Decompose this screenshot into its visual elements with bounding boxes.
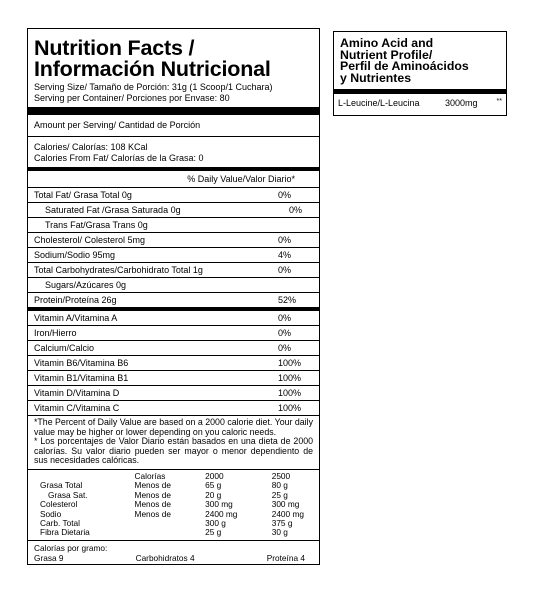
amino-name: L-Leucine/L-Leucina bbox=[338, 98, 420, 108]
reference-cell: 65 g bbox=[205, 480, 222, 491]
reference-cell bbox=[135, 519, 206, 528]
fat-calories-per-gram: Grasa 9 bbox=[34, 553, 64, 564]
nutrient-dv: 0% bbox=[278, 190, 292, 200]
daily-values-reference-table bbox=[34, 472, 304, 538]
nutrient-row bbox=[34, 278, 313, 292]
reference-cell: Grasa Sat. bbox=[48, 489, 88, 500]
nutrient-dv: 0% bbox=[278, 235, 292, 245]
servings-per-container: Serving per Container/ Porciones por Envase: 80 bbox=[34, 93, 230, 103]
amino-title-line: Nutrient Profile/ bbox=[340, 47, 433, 62]
vitamin-name: Vitamin B1/Vitamina B1 bbox=[34, 373, 129, 383]
reference-cell: Menos de bbox=[134, 489, 171, 500]
vitamin-name: Vitamin D/Vitamina D bbox=[34, 388, 120, 398]
nutrient-name: Total Carbohydrates/Carbohidrato Total 1g bbox=[34, 265, 203, 275]
vitamin-dv: 100% bbox=[278, 403, 302, 413]
nutrient-dv: 0% bbox=[289, 205, 303, 215]
amino-mark: ** bbox=[496, 98, 502, 105]
nutrition-title bbox=[34, 38, 313, 80]
reference-cell: 300 mg bbox=[271, 499, 300, 510]
calories-per-gram-title: Calorías por gramo: bbox=[34, 542, 108, 553]
amino-acid-panel bbox=[333, 31, 507, 116]
vitamin-dv: 0% bbox=[278, 343, 292, 353]
vitamin-row bbox=[34, 326, 313, 340]
vitamin-name: Vitamin B6/Vitamina B6 bbox=[34, 358, 129, 368]
reference-cell bbox=[135, 528, 206, 537]
reference-cell: Fibra Dietaria bbox=[40, 527, 90, 538]
nutrition-facts-panel bbox=[27, 28, 320, 565]
amino-title-line: Amino Acid and bbox=[340, 36, 434, 50]
carb-calories-per-gram: Carbohidratos 4 bbox=[135, 553, 195, 564]
vitamin-name: Vitamin A/Vitamina A bbox=[34, 313, 118, 323]
reference-cell: 300 g bbox=[205, 518, 226, 528]
vitamin-dv: 0% bbox=[278, 313, 292, 323]
amino-title-line: y Nutrientes bbox=[340, 70, 412, 85]
reference-cell: Menos de bbox=[134, 508, 171, 519]
reference-cell: Grasa Total bbox=[40, 480, 83, 491]
vitamin-row bbox=[34, 341, 313, 355]
reference-cell: 2000 bbox=[205, 470, 224, 481]
vitamin-row bbox=[34, 311, 313, 325]
daily-value-header: % Daily Value/Valor Diario* bbox=[187, 174, 295, 184]
vitamin-name: Calcium/Calcio bbox=[34, 343, 95, 353]
nutrient-name: Cholesterol/ Colesterol 5mg bbox=[34, 235, 146, 245]
amount-per-serving: Amount per Serving/ Cantidad de Porción bbox=[34, 120, 201, 130]
vitamin-dv: 100% bbox=[278, 388, 302, 398]
vitamin-dv: 0% bbox=[278, 328, 292, 338]
reference-cell: 375 g bbox=[271, 518, 293, 528]
reference-cell: 30 g bbox=[271, 527, 288, 538]
nutrient-row bbox=[34, 203, 313, 217]
footnote bbox=[34, 416, 313, 469]
reference-cell: Sodio bbox=[40, 508, 62, 519]
nutrient-name: Trans Fat/Grasa Trans 0g bbox=[45, 220, 148, 230]
vitamin-row bbox=[34, 401, 313, 415]
serving-size: Serving Size/ Tamaño de Porción: 31g (1 Scoop/1 Cuchara) bbox=[34, 82, 273, 92]
footnote-spanish: * Los porcentajes de Valor Diario están basados en una dieta de 2000 calorías. Su valor diario pueden ser mayor o menor dependiento de sus necesidades calóricas. bbox=[34, 436, 313, 466]
reference-cell: Colesterol bbox=[40, 499, 78, 510]
vitamin-dv: 100% bbox=[278, 373, 302, 383]
vitamin-row bbox=[34, 371, 313, 385]
nutrient-dv: 52% bbox=[278, 295, 297, 305]
nutrient-name: Protein/Proteína 26g bbox=[34, 295, 117, 305]
nutrient-row bbox=[34, 293, 313, 307]
vitamin-name: Vitamin C/Vitamina C bbox=[34, 403, 120, 413]
thick-divider bbox=[28, 107, 319, 115]
amino-acid-title bbox=[334, 32, 506, 84]
nutrient-dv: 4% bbox=[278, 250, 292, 260]
vitamin-name: Iron/Hierro bbox=[34, 328, 77, 338]
calories-per-gram bbox=[34, 541, 313, 566]
reference-cell: 80 g bbox=[271, 480, 288, 491]
nutrient-row bbox=[34, 248, 313, 262]
amino-amount: 3000mg bbox=[445, 98, 478, 108]
reference-cell: 2400 mg bbox=[205, 508, 238, 519]
reference-cell: 2400 mg bbox=[271, 508, 304, 519]
nutrient-row bbox=[34, 218, 313, 232]
reference-cell: 25 g bbox=[205, 527, 222, 538]
reference-cell: Calorías bbox=[134, 470, 166, 481]
reference-cell: 2500 bbox=[271, 470, 291, 481]
calories-from-fat: Calories From Fat/ Calorías de la Grasa: 0 bbox=[34, 153, 204, 163]
nutrient-row bbox=[34, 233, 313, 247]
reference-cell: Menos de bbox=[134, 499, 171, 510]
footnote-english: *The Percent of Daily Value are based on a 2000 calorie diet. Your daily value may be higher or lower depending on you caloric needs. bbox=[34, 417, 313, 437]
amino-row bbox=[334, 94, 506, 108]
reference-cell: Menos de bbox=[134, 480, 171, 491]
nutrient-name: Saturated Fat /Grasa Saturada 0g bbox=[45, 205, 181, 215]
vitamin-row bbox=[34, 386, 313, 400]
reference-cell: 300 mg bbox=[205, 499, 233, 510]
amino-title-line: Perfil de Aminoácidos bbox=[340, 59, 469, 73]
nutrient-name: Total Fat/ Grasa Total 0g bbox=[34, 190, 132, 200]
reference-cell: Carb. Total bbox=[40, 518, 80, 528]
vitamin-dv: 100% bbox=[278, 358, 302, 368]
reference-cell: 25 g bbox=[271, 489, 288, 500]
reference-row bbox=[34, 528, 304, 537]
title-line-2: Información Nutricional bbox=[34, 57, 271, 81]
vitamin-row bbox=[34, 356, 313, 370]
protein-calories-per-gram: Proteína 4 bbox=[266, 553, 305, 564]
nutrient-name: Sugars/Azúcares 0g bbox=[45, 280, 127, 290]
nutrient-row bbox=[34, 263, 313, 277]
nutrient-name: Sodium/Sodio 95mg bbox=[34, 250, 116, 260]
calories: Calories/ Calorías: 108 KCal bbox=[34, 142, 148, 152]
nutrient-dv: 0% bbox=[278, 265, 292, 275]
title-line-1: Nutrition Facts / bbox=[34, 36, 195, 60]
nutrient-row bbox=[34, 188, 313, 202]
reference-cell: 20 g bbox=[205, 489, 222, 500]
